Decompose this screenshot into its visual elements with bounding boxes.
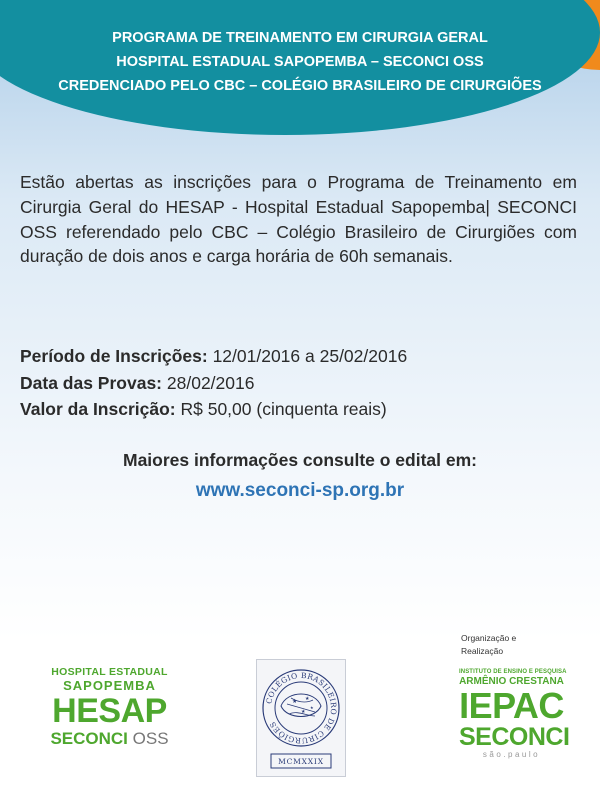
- more-info-text: Maiores informações consulte o edital em:: [123, 450, 477, 470]
- period-value: 12/01/2016 a 25/02/2016: [207, 346, 408, 366]
- exam-date-label: Data das Provas:: [20, 372, 163, 393]
- cbc-seal-year: MCMXXIX: [278, 757, 324, 766]
- svg-text:★: ★: [292, 699, 298, 705]
- hesap-logo-line-4: [47, 729, 172, 748]
- organization-label-line-1: Organização e: [461, 633, 517, 643]
- registration-details: [20, 343, 580, 423]
- fee-value: R$ 50,00 (cinquenta reais): [175, 399, 387, 419]
- period-label: Período de Inscrições:: [20, 346, 208, 366]
- organization-label: [461, 632, 516, 658]
- iepac-logo-line-3: IEPAC: [459, 685, 564, 726]
- organization-label-line-2: Realização: [461, 646, 504, 656]
- iepac-logo-line-4: SECONCI: [459, 723, 570, 751]
- hesap-logo-line-2: SAPOPEMBA: [63, 678, 156, 693]
- svg-text:★: ★: [301, 709, 306, 715]
- header-line-3: CREDENCIADO PELO CBC – COLÉGIO BRASILEIRO DE CIRURGIÕES: [58, 78, 542, 94]
- intro-paragraph: Estão abertas as inscrições para o Programa de Treinamento em Cirurgia Geral do HESAP - Hospital Estadual Sapopemba| SECONCI OSS referendado pelo CBC – Colégio Brasileiro de Cirurgiões com duração de dois anos e carga horária de 60h semanais.: [20, 172, 577, 267]
- iepac-logo-line-5: são.paulo: [482, 750, 541, 759]
- period-row: [20, 343, 580, 370]
- hesap-logo-line-3: HESAP: [52, 692, 167, 730]
- header-line-1: PROGRAMA DE TREINAMENTO EM CIRURGIA GERAL: [112, 30, 488, 46]
- exam-date-value: 28/02/2016: [162, 372, 255, 393]
- cbc-seal: [256, 659, 346, 777]
- header-title: [0, 26, 600, 98]
- hesap-logo: [47, 666, 172, 748]
- iepac-logo-line-2: ARMÊNIO CRESTANA: [459, 676, 564, 687]
- cbc-seal-emblem-icon: [257, 660, 345, 776]
- svg-text:★: ★: [310, 705, 314, 710]
- fee-label: Valor da Inscrição:: [20, 399, 176, 419]
- website-link[interactable]: www.seconci-sp.org.br: [195, 480, 405, 501]
- fee-row: [20, 396, 580, 423]
- svg-text:★: ★: [305, 696, 310, 702]
- exam-date-row: [20, 370, 580, 397]
- iepac-logo-line-1: INSTITUTO DE ENSINO E PESQUISA: [459, 669, 567, 675]
- hesap-logo-line-1: HOSPITAL ESTADUAL: [51, 666, 168, 678]
- hesap-logo-oss: OSS: [127, 729, 169, 748]
- cbc-seal-ring-text: COLÉGIO BRASILEIRO DE CIRURGIÕES: [264, 670, 339, 746]
- hesap-logo-seconci: SECONCI: [50, 729, 128, 748]
- iepac-logo: [459, 668, 570, 760]
- header-line-2: HOSPITAL ESTADUAL SAPOPEMBA – SECONCI OSS: [116, 54, 484, 70]
